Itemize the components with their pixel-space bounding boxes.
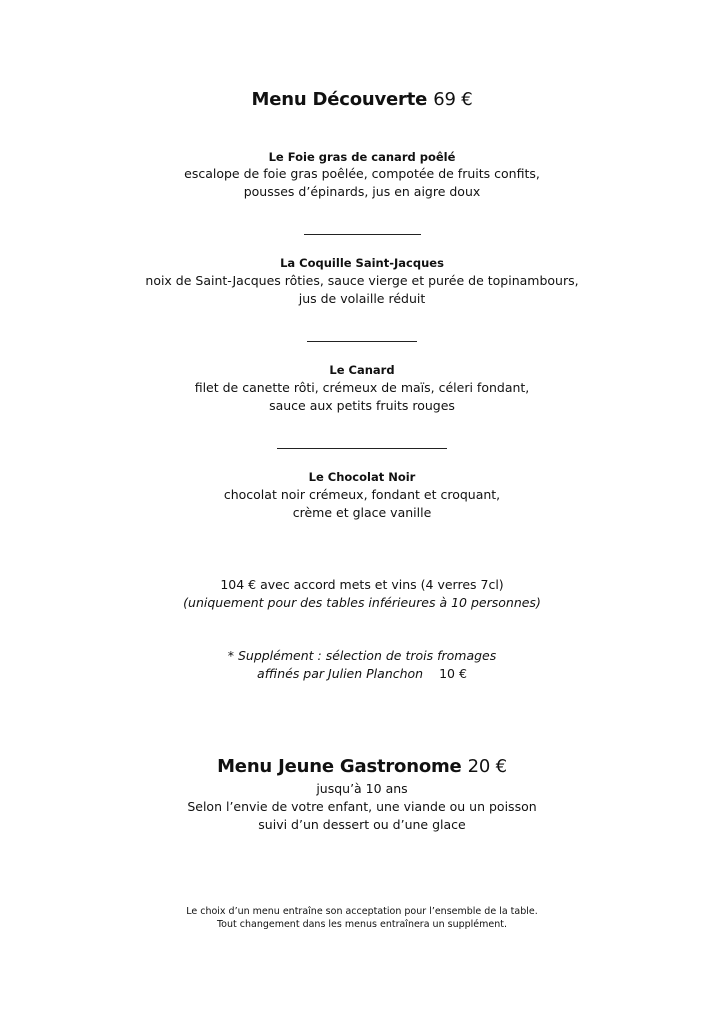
course-2-desc-line2: jus de volaille réduit (298, 291, 426, 306)
menu-jeune-title-text: Menu Jeune Gastronome (217, 756, 462, 777)
course-3-desc-line1: filet de canette rôti, crémeux de maïs, céleri fondant, (194, 380, 530, 395)
separator-1 (304, 234, 421, 235)
menu-jeune-title (0, 756, 724, 777)
supplement-line2-text: affinés par Julien Planchon (257, 666, 424, 681)
footer-line1: Le choix d’un menu entraîne son acceptation pour l’ensemble de la table. (186, 906, 538, 917)
wine-pairing: 104 € avec accord mets et vins (4 verres 7cl) (220, 577, 504, 592)
course-4-desc-line2: crème et glace vanille (292, 505, 432, 520)
course-1-name: Le Foie gras de canard poêlé (268, 150, 456, 164)
supplement-line2 (0, 665, 724, 683)
footer-line2: Tout changement dans les menus entraînera un supplément. (216, 919, 507, 930)
menu-jeune-price: 20 € (467, 756, 507, 777)
course-3-desc-line2: sauce aux petits fruits rouges (269, 398, 455, 413)
course-4-name: Le Chocolat Noir (308, 470, 416, 484)
course-1-desc-line2: pousses d’épinards, jus en aigre doux (243, 184, 481, 199)
supplement-line1: * Supplément : sélection de trois fromages (227, 648, 497, 663)
wine-pairing-note: (uniquement pour des tables inférieures à 10 personnes) (183, 595, 541, 610)
menu-decouverte-title (0, 89, 724, 110)
separator-3 (277, 448, 447, 449)
menu-decouverte-price: 69 € (433, 89, 473, 110)
separator-2 (307, 341, 417, 342)
course-1-desc-line1: escalope de foie gras poêlée, compotée de fruits confits, (184, 166, 540, 181)
menu-jeune-line1: Selon l’envie de votre enfant, une viande ou un poisson (187, 799, 537, 814)
course-2-desc-line1: noix de Saint-Jacques rôties, sauce vierge et purée de topinambours, (145, 273, 579, 288)
menu-jeune-line2: suivi d’un dessert ou d’une glace (258, 817, 466, 832)
menu-decouverte-title-text: Menu Découverte (251, 89, 428, 110)
course-4-desc-line1: chocolat noir crémeux, fondant et croquant, (223, 487, 501, 502)
supplement-price: 10 € (439, 666, 467, 681)
course-2-name: La Coquille Saint-Jacques (280, 256, 444, 270)
course-3-name: Le Canard (329, 363, 395, 377)
menu-jeune-age: jusqu’à 10 ans (316, 781, 408, 796)
